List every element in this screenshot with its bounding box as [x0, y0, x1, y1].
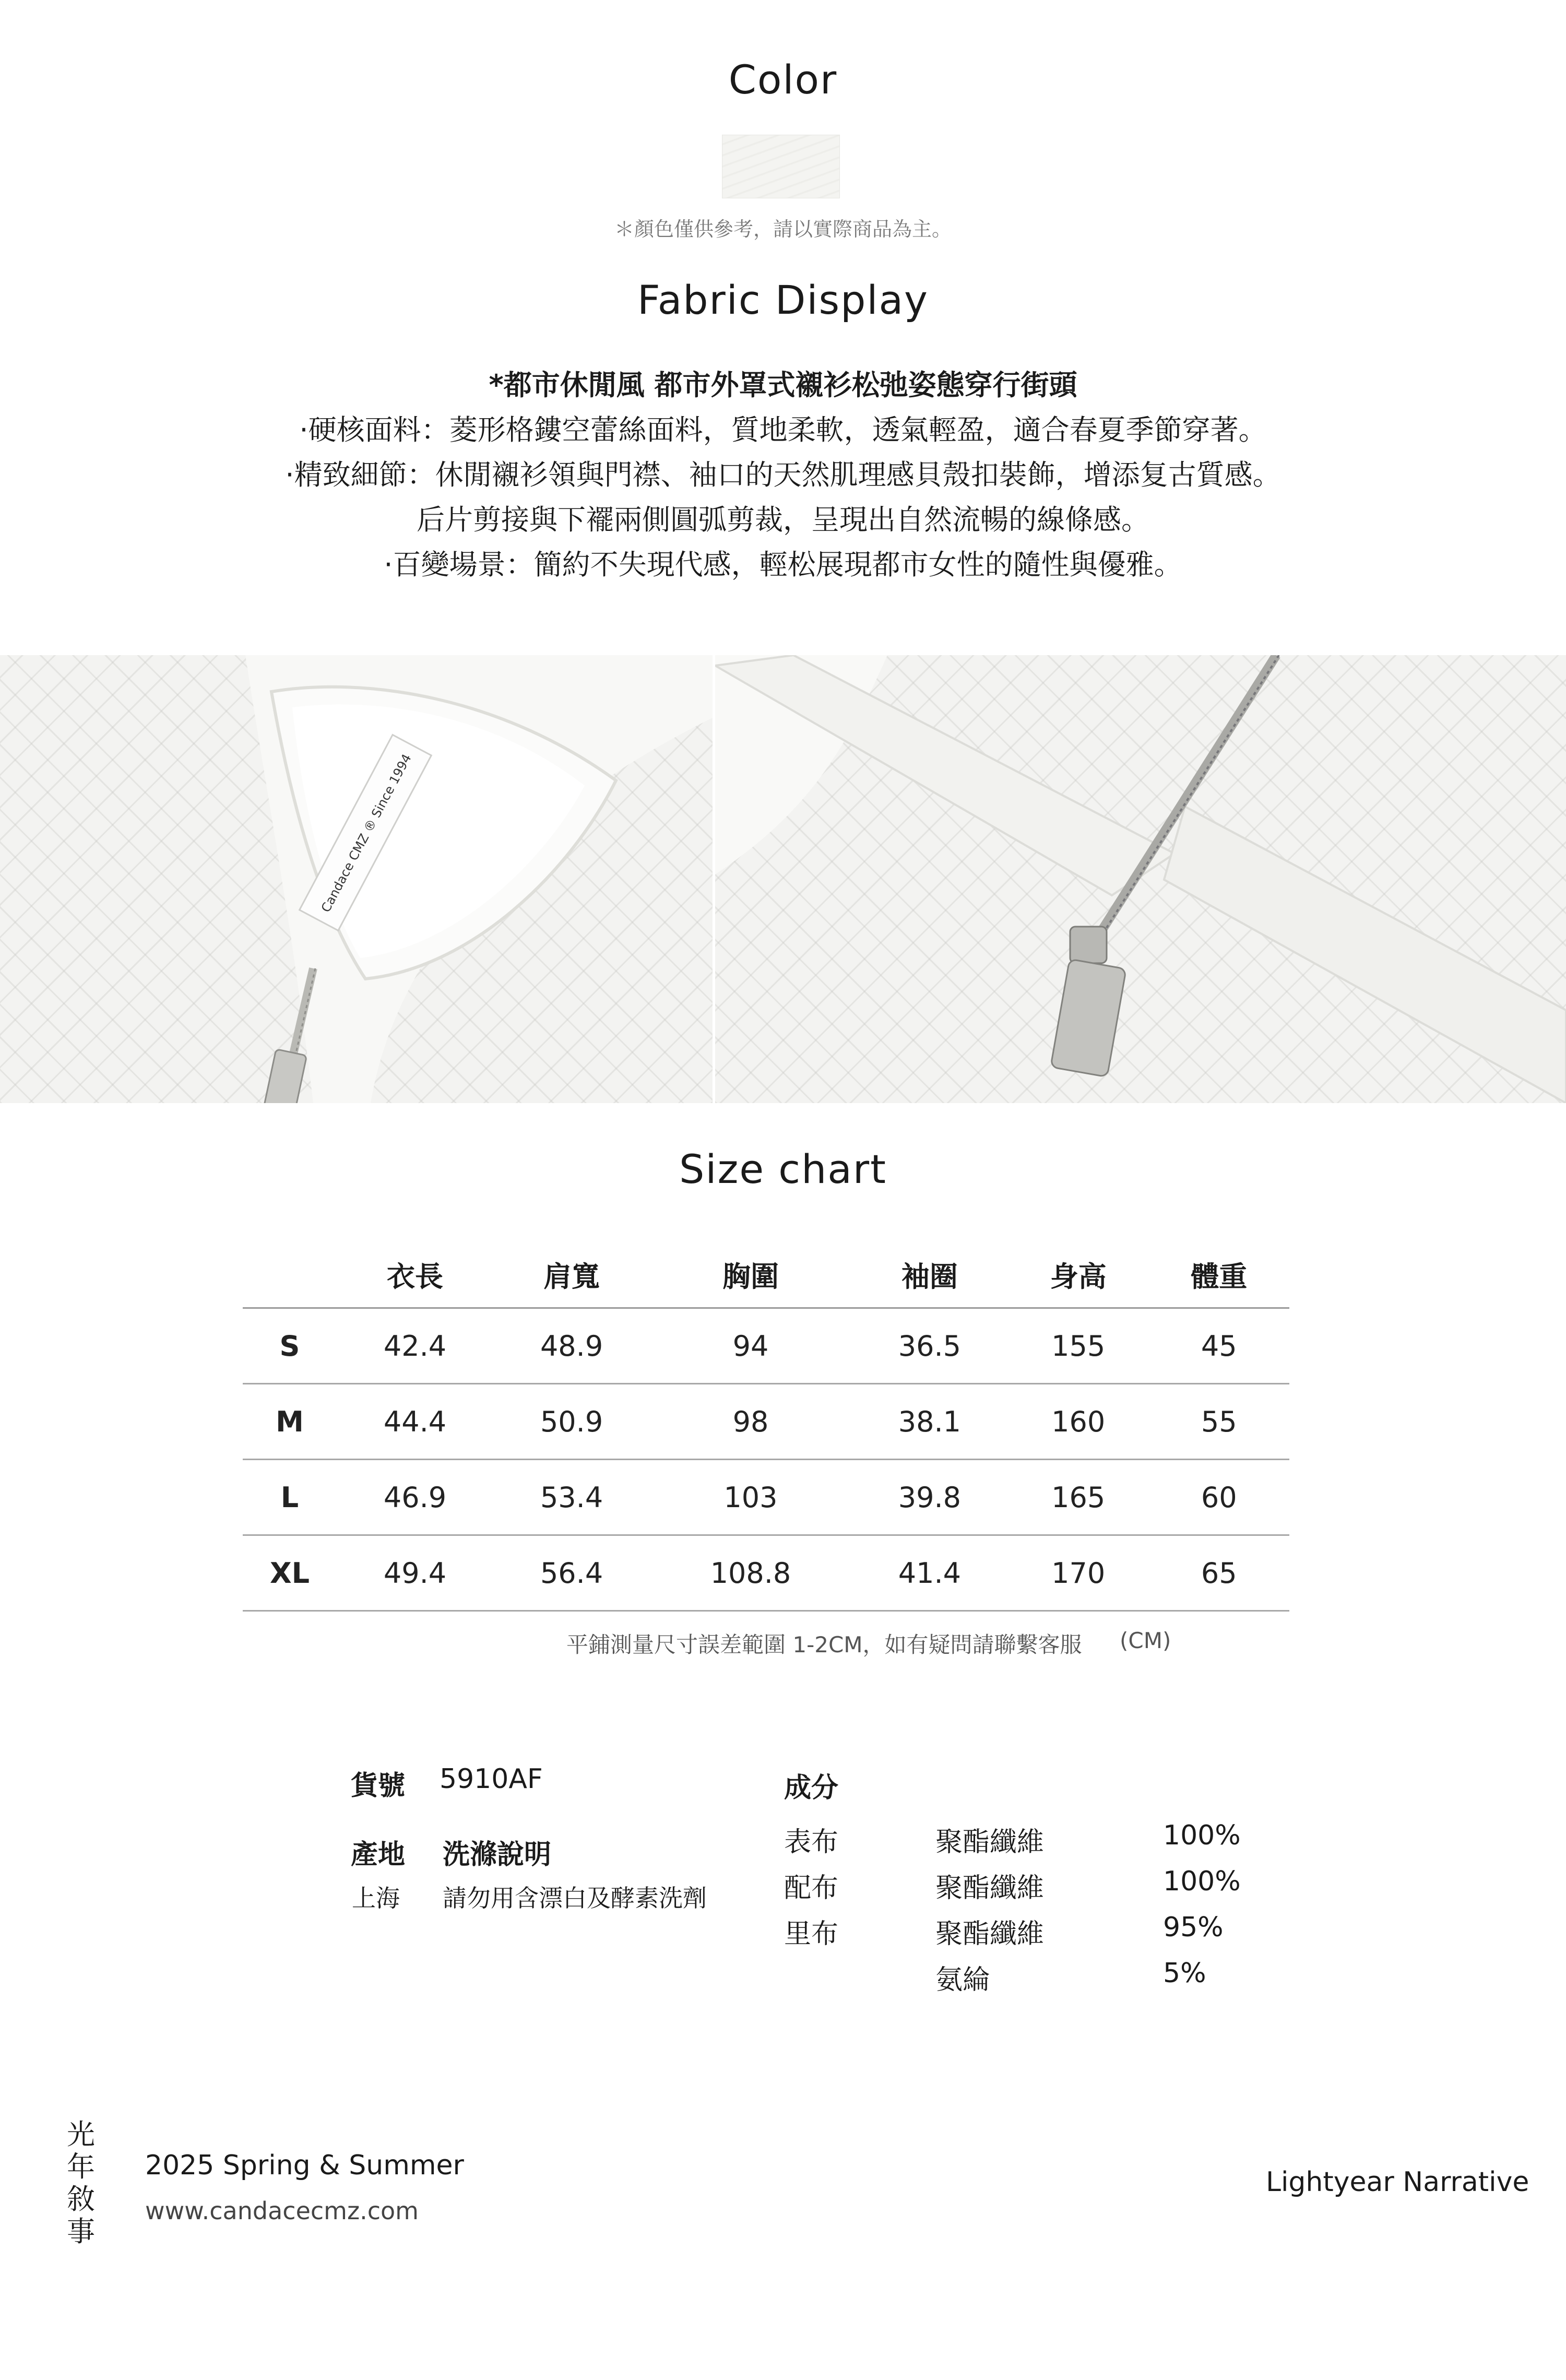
composition-material: 聚酯纖維 [935, 1827, 1045, 1858]
color-swatch [722, 135, 840, 198]
cell: 170 [1008, 1535, 1149, 1611]
color-note: ＊顏色僅供參考，請以實際商品為主。 [614, 218, 952, 241]
collar-illustration [0, 655, 713, 1103]
description-line: *都市休閒風 都市外罩式襯衫松弛姿態穿行街頭 [489, 369, 1077, 401]
cell: 38.1 [851, 1384, 1008, 1460]
size-table-header [243, 1241, 1289, 1308]
color-title: Color [728, 56, 838, 103]
brand-label-text: Candace CMZ ® Since 1994 [318, 751, 414, 915]
table-row [243, 1535, 1289, 1611]
cell: 103 [650, 1460, 851, 1535]
header-length: 衣長 [337, 1241, 493, 1308]
footer-tagline: Lightyear Narrative [1266, 2166, 1529, 2198]
size-label: M [243, 1384, 337, 1460]
cell: 50.9 [493, 1384, 650, 1460]
description-line: ·精致細節：休閒襯衫領與門襟、袖口的天然肌理感貝殼扣裝飾，增添复古質感。 [285, 458, 1281, 491]
header-height: 身高 [1008, 1241, 1149, 1308]
care-value: 請勿用含漂白及酵素洗劑 [443, 1884, 707, 1912]
cell: 48.9 [493, 1308, 650, 1384]
cell: 60 [1148, 1460, 1289, 1535]
cell: 45 [1148, 1308, 1289, 1384]
fabric-photo-collar [0, 655, 713, 1103]
table-row [243, 1460, 1289, 1535]
zipper-illustration [715, 655, 1566, 1103]
composition-part: 里布 [784, 1919, 839, 1950]
item-no-label: 貨號 [351, 1770, 406, 1802]
composition-percent: 5% [1163, 1958, 1206, 1989]
vertical-title: 光 年 敘 事 [67, 2118, 95, 2248]
cell: 49.4 [337, 1535, 493, 1611]
description-line: ·百變場景：簡約不失現代感，輕松展現都市女性的隨性與優雅。 [384, 548, 1182, 581]
table-row [243, 1384, 1289, 1460]
composition-label: 成分 [784, 1772, 839, 1804]
cell: 160 [1008, 1384, 1149, 1460]
size-label: L [243, 1460, 337, 1535]
cell: 55 [1148, 1384, 1289, 1460]
description-line: ·硬核面料：菱形格鏤空蕾絲面料，質地柔軟，透氣輕盈，適合春夏季節穿著。 [299, 413, 1267, 446]
composition-material: 氨綸 [935, 1964, 990, 1996]
cell: 94 [650, 1308, 851, 1384]
table-row [243, 1308, 1289, 1384]
header-armhole: 袖圈 [851, 1241, 1008, 1308]
item-no-value: 5910AF [440, 1763, 543, 1795]
origin-value: 上海 [352, 1884, 400, 1912]
size-unit: (CM) [1120, 1628, 1171, 1653]
cell: 42.4 [337, 1308, 493, 1384]
cell: 41.4 [851, 1535, 1008, 1611]
cell: 36.5 [851, 1308, 1008, 1384]
size-note: 平鋪測量尺寸誤差範圍 1-2CM，如有疑問請聯繫客服 [566, 1632, 1082, 1657]
size-label: XL [243, 1535, 337, 1611]
cell: 56.4 [493, 1535, 650, 1611]
cell: 39.8 [851, 1460, 1008, 1535]
header-weight: 體重 [1148, 1241, 1289, 1308]
composition-material: 聚酯纖維 [935, 1919, 1045, 1950]
header-chest: 胸圍 [650, 1241, 851, 1308]
composition-part: 表布 [784, 1827, 839, 1858]
origin-label: 產地 [351, 1839, 406, 1870]
size-label: S [243, 1308, 337, 1384]
header-size [243, 1241, 337, 1308]
footer-season: 2025 Spring & Summer [145, 2150, 464, 2181]
care-label: 洗滌說明 [443, 1839, 552, 1870]
fabric-photo-zipper [715, 655, 1566, 1103]
cell: 108.8 [650, 1535, 851, 1611]
fabric-title: Fabric Display [637, 277, 929, 323]
size-chart-title: Size chart [679, 1146, 887, 1192]
cell: 44.4 [337, 1384, 493, 1460]
composition-percent: 100% [1163, 1820, 1241, 1851]
cell: 155 [1008, 1308, 1149, 1384]
cell: 46.9 [337, 1460, 493, 1535]
cell: 53.4 [493, 1460, 650, 1535]
composition-material: 聚酯纖維 [935, 1873, 1045, 1904]
footer-website[interactable]: www.candacecmz.com [145, 2197, 419, 2225]
cell: 98 [650, 1384, 851, 1460]
fabric-description [0, 363, 1566, 587]
size-table [243, 1241, 1289, 1612]
cell: 65 [1148, 1535, 1289, 1611]
composition-percent: 100% [1163, 1866, 1241, 1897]
description-line: 后片剪接與下襬兩側圓弧剪裁，呈現出自然流暢的線條感。 [417, 503, 1149, 536]
composition-part: 配布 [784, 1873, 839, 1904]
cell: 165 [1008, 1460, 1149, 1535]
composition-percent: 95% [1163, 1912, 1224, 1943]
header-shoulder: 肩寬 [493, 1241, 650, 1308]
